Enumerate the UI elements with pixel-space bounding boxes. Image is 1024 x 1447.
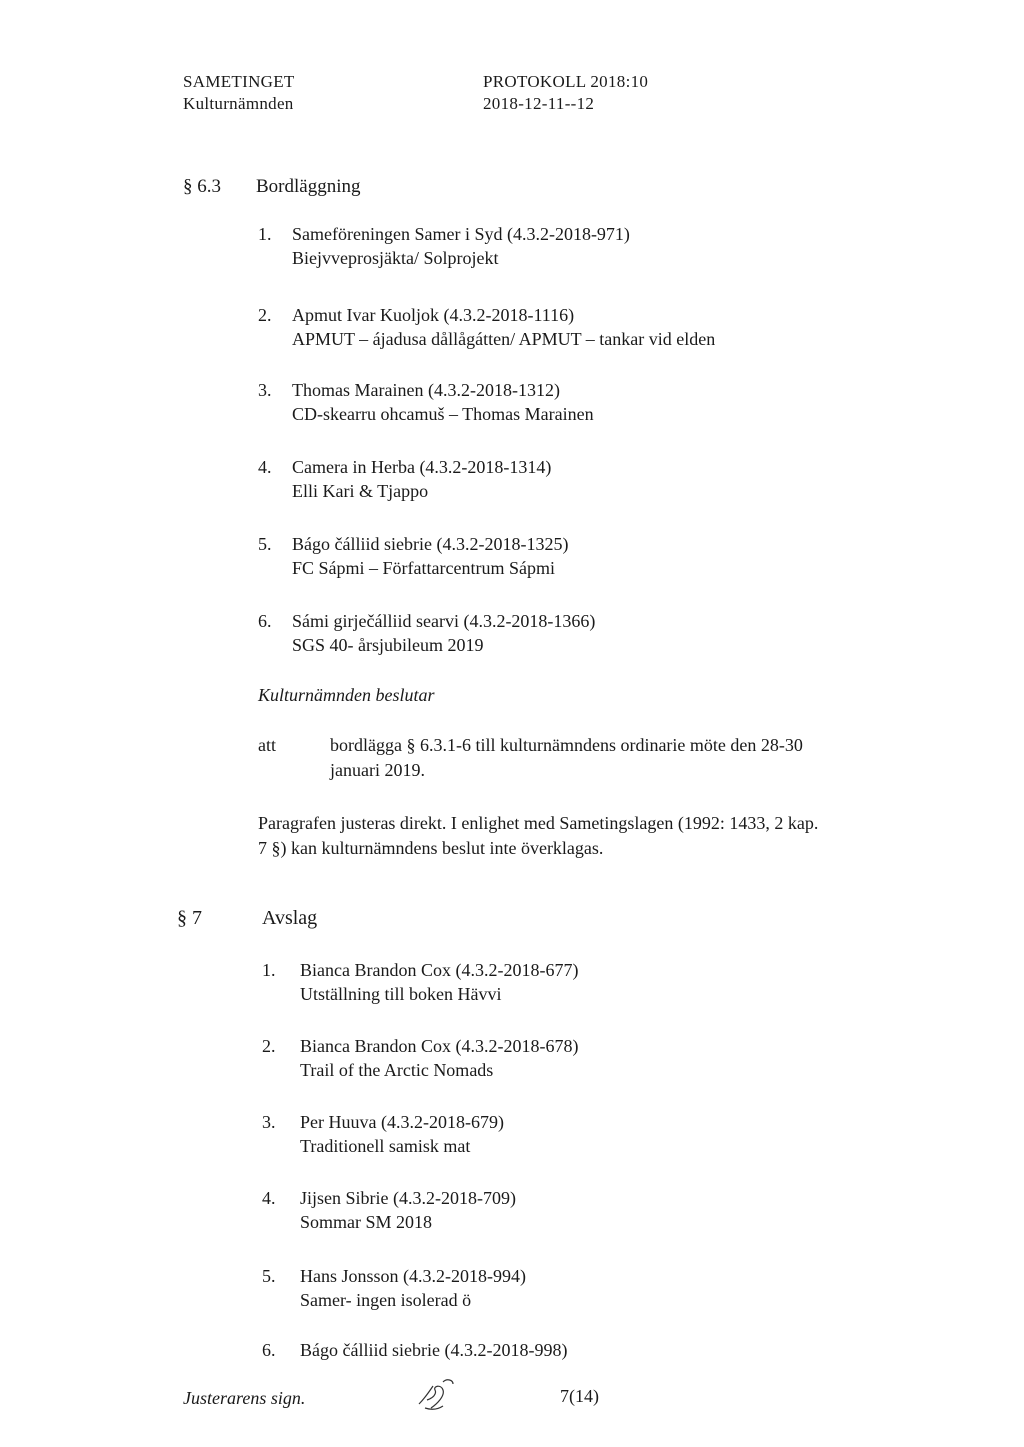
signature-mark bbox=[413, 1374, 473, 1414]
decision-att: att bbox=[258, 735, 276, 755]
decision-text-line1: bordlägga § 6.3.1-6 till kulturnämndens ordinarie möte den 28-30 bbox=[330, 735, 803, 755]
section-63-title: Bordläggning bbox=[256, 176, 361, 197]
list-item bbox=[262, 1110, 862, 1158]
list-item bbox=[258, 532, 858, 580]
decision-heading: Kulturnämnden beslutar bbox=[258, 685, 435, 705]
item-title: Sámi girječálliid searvi (4.3.2-2018-1366) bbox=[292, 611, 596, 631]
section-7-title: Avslag bbox=[262, 907, 318, 929]
item-number: 3. bbox=[258, 380, 272, 400]
item-title: Bianca Brandon Cox (4.3.2-2018-678) bbox=[300, 1036, 579, 1056]
item-number: 4. bbox=[258, 457, 272, 477]
list-item bbox=[262, 1264, 862, 1312]
item-title: Jijsen Sibrie (4.3.2-2018-709) bbox=[300, 1188, 516, 1208]
item-title: Bágo čálliid siebrie (4.3.2-2018-998) bbox=[300, 1340, 568, 1360]
item-subtitle: Traditionell samisk mat bbox=[300, 1136, 471, 1156]
item-subtitle: FC Sápmi – Författarcentrum Sápmi bbox=[292, 558, 555, 578]
section-63-number: § 6.3 bbox=[183, 176, 221, 197]
item-number: 6. bbox=[258, 611, 272, 631]
note-line1: Paragrafen justeras direkt. I enlighet med Sametingslagen (1992: 1433, 2 kap. bbox=[258, 813, 819, 833]
item-title: Thomas Marainen (4.3.2-2018-1312) bbox=[292, 380, 560, 400]
item-title: Per Huuva (4.3.2-2018-679) bbox=[300, 1112, 504, 1132]
item-number: 1. bbox=[258, 224, 272, 244]
item-subtitle: Samer- ingen isolerad ö bbox=[300, 1290, 472, 1310]
list-item bbox=[262, 1338, 862, 1362]
header-dates: 2018-12-11--12 bbox=[483, 94, 595, 113]
page-number: 7(14) bbox=[560, 1386, 599, 1406]
item-number: 3. bbox=[262, 1112, 276, 1132]
section-7-number: § 7 bbox=[177, 907, 202, 929]
item-subtitle: Biejvveprosjäkta/ Solprojekt bbox=[292, 248, 499, 268]
item-subtitle: CD-skearru ohcamuš – Thomas Marainen bbox=[292, 404, 594, 424]
item-subtitle: SGS 40- årsjubileum 2019 bbox=[292, 635, 484, 655]
list-item bbox=[258, 303, 858, 351]
item-number: 5. bbox=[262, 1266, 276, 1286]
list-item bbox=[262, 1186, 862, 1234]
header-protocol: PROTOKOLL 2018:10 bbox=[483, 72, 649, 91]
item-subtitle: APMUT – ájadusa dållågátten/ APMUT – tankar vid elden bbox=[292, 329, 716, 349]
item-subtitle: Sommar SM 2018 bbox=[300, 1212, 433, 1232]
item-title: Bágo čálliid siebrie (4.3.2-2018-1325) bbox=[292, 534, 569, 554]
item-number: 4. bbox=[262, 1188, 276, 1208]
item-title: Camera in Herba (4.3.2-2018-1314) bbox=[292, 457, 552, 477]
item-number: 2. bbox=[258, 305, 272, 325]
item-title: Bianca Brandon Cox (4.3.2-2018-677) bbox=[300, 960, 579, 980]
item-subtitle: Trail of the Arctic Nomads bbox=[300, 1060, 494, 1080]
header-org: SAMETINGET bbox=[183, 72, 295, 91]
item-number: 6. bbox=[262, 1340, 276, 1360]
list-item bbox=[258, 455, 858, 503]
list-item bbox=[258, 378, 858, 426]
item-number: 2. bbox=[262, 1036, 276, 1056]
list-item bbox=[258, 609, 858, 657]
item-title: Apmut Ivar Kuoljok (4.3.2-2018-1116) bbox=[292, 305, 575, 325]
list-item bbox=[262, 1034, 862, 1082]
item-title: Hans Jonsson (4.3.2-2018-994) bbox=[300, 1266, 526, 1286]
item-number: 1. bbox=[262, 960, 276, 980]
note-line2: 7 §) kan kulturnämndens beslut inte överklagas. bbox=[258, 838, 604, 858]
header-unit: Kulturnämnden bbox=[183, 94, 294, 113]
item-number: 5. bbox=[258, 534, 272, 554]
list-item bbox=[262, 958, 862, 1006]
list-item bbox=[258, 222, 858, 270]
item-subtitle: Utställning till boken Hävvi bbox=[300, 984, 502, 1004]
decision-text-line2: januari 2019. bbox=[330, 760, 425, 780]
item-title: Sameföreningen Samer i Syd (4.3.2-2018-971) bbox=[292, 224, 630, 244]
item-subtitle: Elli Kari & Tjappo bbox=[292, 481, 429, 501]
signature-label: Justerarens sign. bbox=[183, 1388, 306, 1408]
